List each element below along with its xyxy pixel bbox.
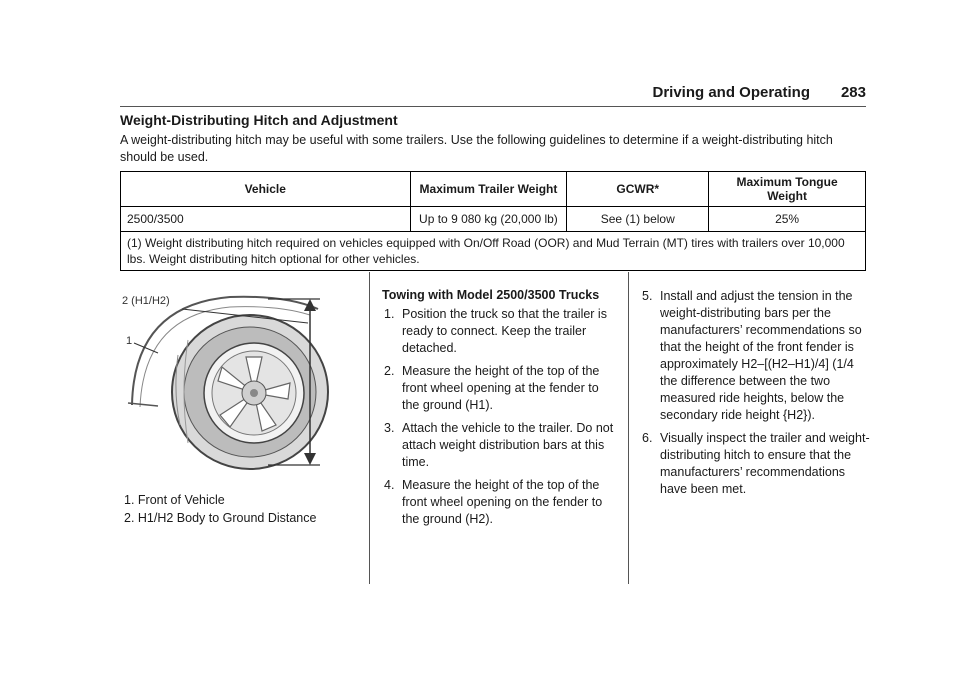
- table-cell: See (1) below: [567, 207, 709, 232]
- table-note: (1) Weight distributing hitch required on vehicles equipped with On/Off Road (OOR) and Mud Terrain (MT) tires with trailers over 10,000 lbs. Weight distributing hitch optional for other vehicles.: [121, 232, 866, 271]
- step-text: Position the truck so that the trailer is ready to connect. Keep the trailer detached.: [402, 307, 607, 355]
- step-text: Measure the height of the top of the front wheel opening at the fender to the ground (H1).: [402, 364, 600, 412]
- running-head-section: Driving and Operating: [652, 84, 810, 101]
- page-header: [120, 80, 866, 107]
- list-item: 1. Front of Vehicle: [124, 493, 225, 507]
- wheel-fender-illustration: [118, 285, 346, 475]
- list-item: [642, 430, 874, 498]
- step-number: 4.: [384, 478, 395, 492]
- table-row: [121, 207, 866, 232]
- towing-steps-column-3: [642, 288, 874, 504]
- figure-legend: [124, 491, 316, 527]
- wheel-measurement-figure: [118, 285, 346, 475]
- step-number: 6.: [642, 431, 653, 445]
- table-cell: Up to 9 080 kg (20,000 lb): [410, 207, 567, 232]
- figure-callout-2: 2 (H1/H2): [122, 295, 170, 307]
- section-title: Weight-Distributing Hitch and Adjustment: [120, 112, 398, 128]
- step-number: 1.: [384, 307, 395, 321]
- step-text: Install and adjust the tension in the weight-distributing bars per the manufacturers’ recommendations so that the height of the front fender is approximately H2–[(H2–H1)/4] (1/4 the difference between the two measured ride heights, below the secondary ride height {H2}).: [660, 289, 862, 422]
- column-divider: [369, 272, 370, 584]
- step-text: Attach the vehicle to the trailer. Do not attach weight distribution bars at this time.: [402, 421, 614, 469]
- step-number: 2.: [384, 364, 395, 378]
- towing-steps-column-2: [384, 306, 616, 534]
- table-header-cell: Vehicle: [121, 172, 411, 207]
- hitch-spec-table: [120, 171, 866, 271]
- table-cell: 25%: [709, 207, 866, 232]
- list-item: 2. H1/H2 Body to Ground Distance: [124, 511, 317, 525]
- step-text: Visually inspect the trailer and weight-distributing hitch to ensure that the manufacturers’ recommendations have been met.: [660, 431, 870, 496]
- intro-paragraph: A weight-distributing hitch may be useful with some trailers. Use the following guidelines to determine if a weight-distributing hitch should be used.: [120, 133, 833, 164]
- towing-subtitle: Towing with Model 2500/3500 Trucks: [382, 288, 600, 302]
- step-number: 3.: [384, 421, 395, 435]
- column-divider: [628, 272, 629, 584]
- list-item: [384, 420, 616, 471]
- table-header-cell: Maximum Tongue Weight: [709, 172, 866, 207]
- table-header-cell: GCWR*: [567, 172, 709, 207]
- step-text: Measure the height of the top of the front wheel opening on the fender to the ground (H2).: [402, 478, 603, 526]
- list-item: [384, 306, 616, 357]
- table-header-cell: Maximum Trailer Weight: [410, 172, 567, 207]
- figure-callout-1: 1: [126, 335, 133, 347]
- page-number: 283: [840, 84, 866, 101]
- step-number: 5.: [642, 289, 653, 303]
- list-item: [384, 477, 616, 528]
- list-item: [384, 363, 616, 414]
- table-note-row: [121, 232, 866, 271]
- table-header-row: [121, 172, 866, 207]
- table-cell: 2500/3500: [121, 207, 411, 232]
- list-item: [642, 288, 874, 424]
